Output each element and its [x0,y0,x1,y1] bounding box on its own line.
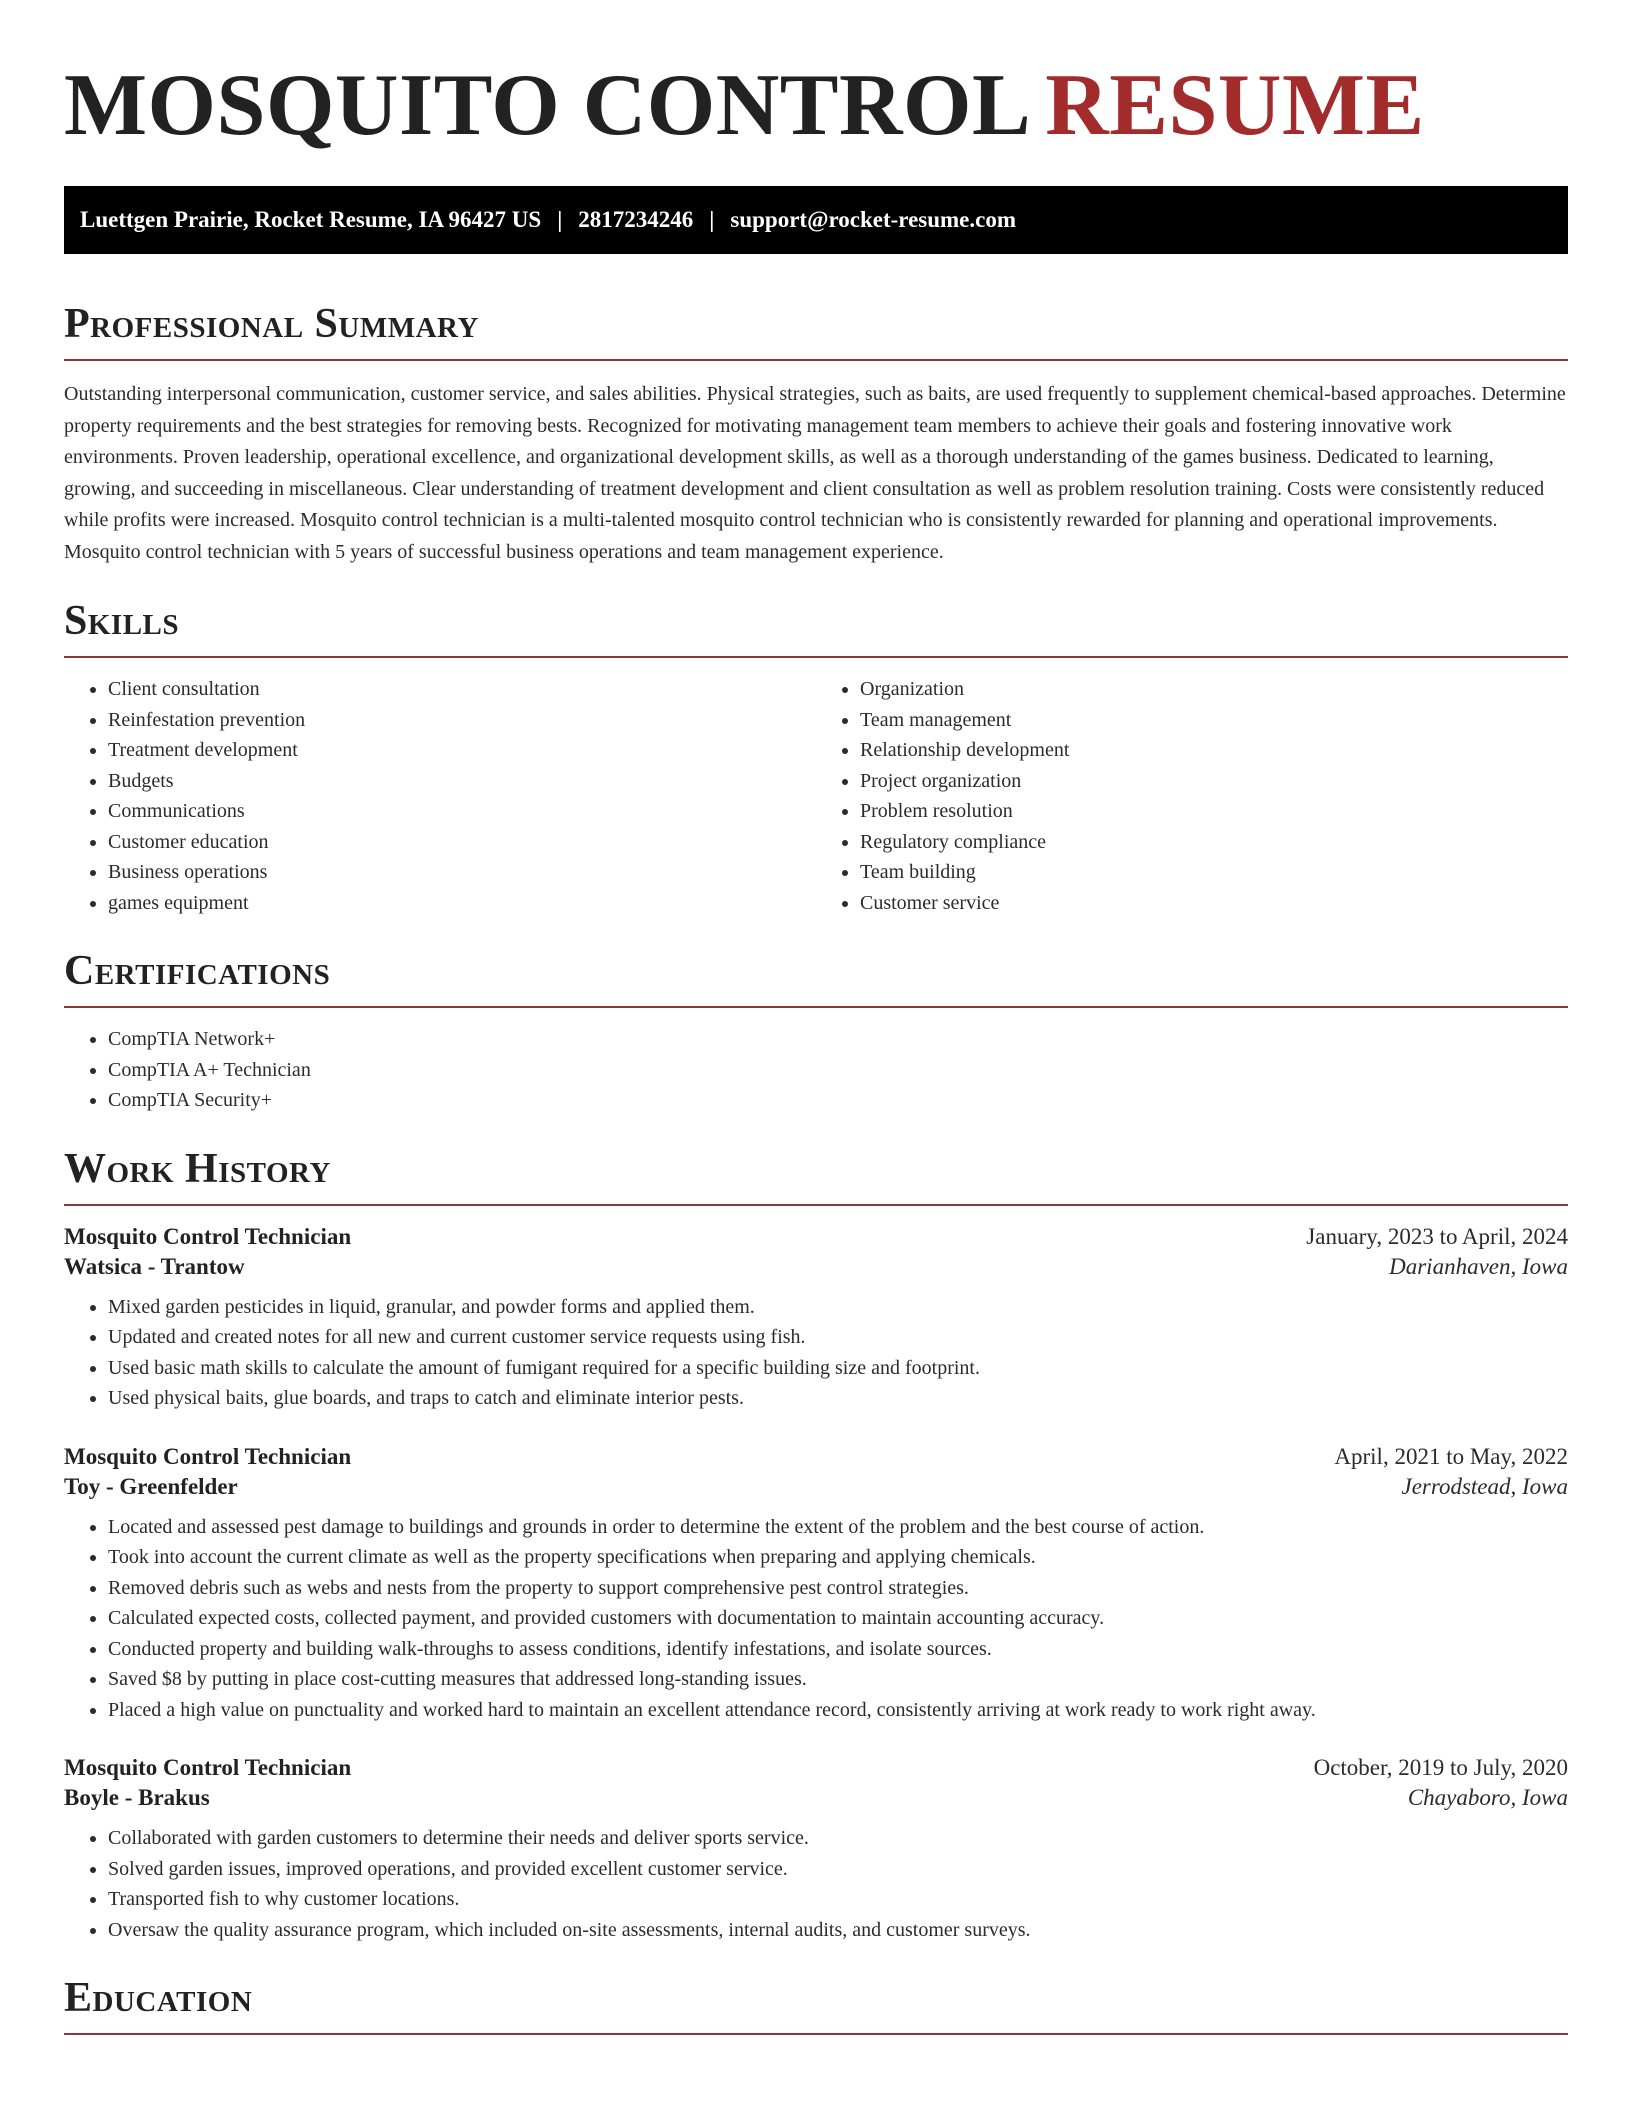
skill-item: • Reinfestation prevention [108,705,816,736]
job-entry [64,1444,1568,1726]
section-divider [64,2033,1568,2035]
resume-title [64,57,1568,154]
title-main: MOSQUITO CONTROL [64,57,1032,154]
job-bullet: • Transported fish to why customer locations. [108,1884,1568,1915]
skills-column-right [816,674,1568,918]
job-bullet: • Located and assessed pest damage to buildings and grounds in order to determine the extent of the problem and the best course of action. [108,1512,1568,1543]
certifications-section [64,950,1568,1116]
job-bullet: • Conducted property and building walk-throughs to assess conditions, identify infestations, and isolate sources. [108,1634,1568,1665]
section-title-certifications: Certifications [64,948,331,994]
job-bullet: • Took into account the current climate as well as the property specifications when preparing and applying chemicals. [108,1542,1568,1573]
job-dates: April, 2021 to May, 2022 [1334,1443,1568,1469]
job-company: Toy - Greenfelder [64,1473,238,1499]
job-location: Darianhaven, Iowa [1389,1253,1568,1279]
skill-item: • Communications [108,796,816,827]
skill-item: • Problem resolution [860,796,1568,827]
job-dates: October, 2019 to July, 2020 [1313,1755,1568,1780]
contact-separator: | [557,207,563,232]
job-entry [64,1755,1568,1945]
skill-item: • Project organization [860,766,1568,797]
skills-grid [64,674,1568,918]
job-bullet: • Calculated expected costs, collected payment, and provided customers with documentation to maintain accounting accuracy. [108,1603,1568,1634]
title-accent: RESUME [1045,57,1425,154]
job-bullet: • Collaborated with garden customers to determine their needs and deliver sports service. [108,1823,1568,1854]
job-bullet: • Removed debris such as webs and nests from the property to support comprehensive pest control strategies. [108,1573,1568,1604]
job-entry [64,1224,1568,1414]
section-title-summary: Professional Summary [64,301,479,347]
skill-item: • Team building [860,857,1568,888]
job-company: Boyle - Brakus [64,1785,210,1810]
job-bullet: • Oversaw the quality assurance program, which included on-site assessments, internal audits, and customer surveys. [108,1915,1568,1946]
education-section [64,1977,1568,2035]
certification-item: • CompTIA Network+ [108,1024,1568,1055]
skill-item: • games equipment [108,888,816,919]
skill-item: • Budgets [108,766,816,797]
job-bullet: • Placed a high value on punctuality and worked hard to maintain an excellent attendance record, consistently arriving at work ready to work right away. [108,1695,1568,1726]
skill-item: • Business operations [108,857,816,888]
skill-item: • Relationship development [860,735,1568,766]
skills-section [64,600,1568,918]
skill-item: • Treatment development [108,735,816,766]
job-location: Chayaboro, Iowa [1407,1785,1568,1810]
job-title: Mosquito Control Technician [64,1755,352,1780]
skills-column-left [64,674,816,918]
summary-text: Outstanding interpersonal communication, customer service, and sales abilities. Physical strategies, such as baits, are used frequently to supplement chemical-based approaches. Determine property requirements and the best strategies for removing bests. Recognized for motivating management team members to achieve their goals and fostering innovative work environments. Proven leadership, operational excellence, and organizational development skills, as well as a thorough understanding of the games business. Dedicated to learning, growing, and succeeding in miscellaneous. Clear understanding of treatment development and client consultation as well as problem resolution training. Costs were consistently reduced while profits were increased. Mosquito control technician is a multi-talented mosquito control technician who is consistently rewarded for planning and operational improvements. Mosquito control technician with 5 years of successful business operations and team management experience. [64,383,1566,563]
section-divider [64,359,1568,361]
contact-separator: | [709,207,715,232]
contact-email: support@rocket-resume.com [730,207,1017,232]
skill-item: • Team management [860,705,1568,736]
skill-item: • Customer education [108,827,816,858]
section-title-work-history: Work History [64,1145,331,1192]
summary-section [64,303,1568,568]
job-title: Mosquito Control Technician [64,1223,352,1249]
section-divider [64,1204,1568,1206]
section-title-skills: Skills [64,598,180,644]
job-bullet: • Used physical baits, glue boards, and traps to catch and eliminate interior pests. [108,1383,1568,1414]
section-title-education: Education [64,1975,253,2021]
contact-phone: 2817234246 [578,207,694,232]
job-bullet: • Solved garden issues, improved operations, and provided excellent customer service. [108,1854,1568,1885]
job-bullet: • Used basic math skills to calculate the amount of fumigant required for a specific building size and footprint. [108,1353,1568,1384]
job-bullet: • Saved $8 by putting in place cost-cutting measures that addressed long-standing issues. [108,1664,1568,1695]
skill-item: • Organization [860,674,1568,705]
job-title: Mosquito Control Technician [64,1443,352,1469]
certification-item: • CompTIA A+ Technician [108,1055,1568,1086]
work-history-section [64,1145,1568,1946]
section-divider [64,1006,1568,1008]
skill-item: • Customer service [860,888,1568,919]
section-divider [64,656,1568,658]
contact-bar [64,186,1568,254]
contact-address: Luettgen Prairie, Rocket Resume, IA 96427 US [80,207,542,232]
skill-item: • Client consultation [108,674,816,705]
certification-item: • CompTIA Security+ [108,1085,1568,1116]
job-bullet: • Updated and created notes for all new and current customer service requests using fish. [108,1322,1568,1353]
skill-item: • Regulatory compliance [860,827,1568,858]
job-company: Watsica - Trantow [64,1253,245,1279]
job-dates: January, 2023 to April, 2024 [1306,1223,1568,1249]
job-location: Jerrodstead, Iowa [1401,1473,1568,1499]
job-bullet: • Mixed garden pesticides in liquid, granular, and powder forms and applied them. [108,1292,1568,1323]
